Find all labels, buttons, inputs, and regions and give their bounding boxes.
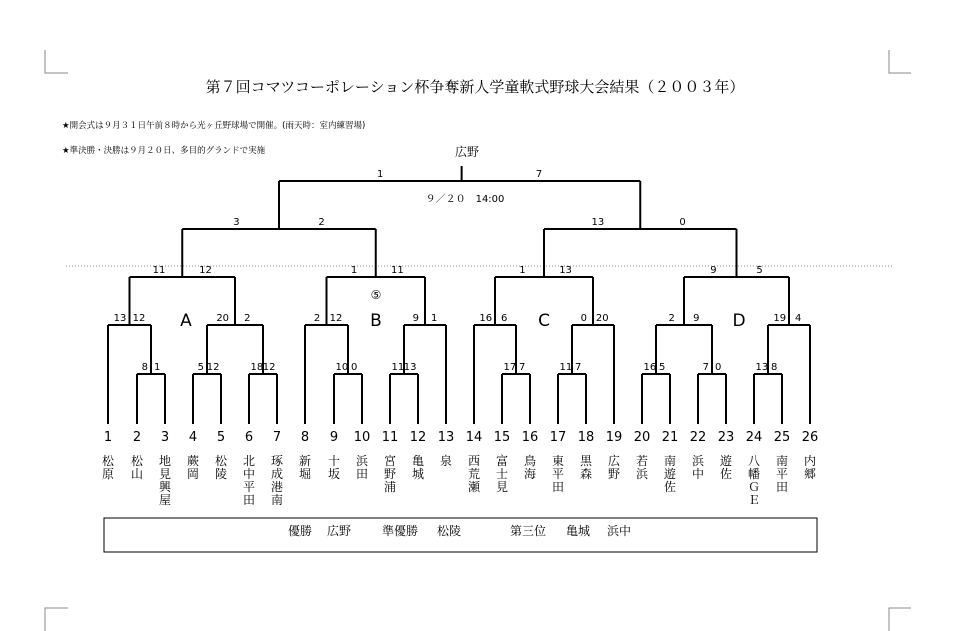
- team-name-char: 南: [775, 454, 789, 468]
- team-number: 7: [272, 430, 282, 445]
- team-name-char: 平: [242, 480, 256, 494]
- team-name-char: 鳥: [523, 454, 537, 468]
- crop-mark-3: [45, 608, 68, 631]
- note-semifinal: ★準決勝・決勝は９月２０日、多目的グランドで実施: [62, 146, 266, 156]
- team-name-char: 山: [130, 467, 144, 481]
- round2-score-left: 16: [479, 313, 493, 324]
- team-name-char: 泉: [439, 454, 453, 468]
- team-number: 17: [549, 430, 567, 445]
- round2-score-left: 0: [580, 313, 587, 324]
- round2-score-right: 9: [693, 313, 700, 324]
- round4-score-left: 13: [591, 217, 605, 228]
- winner-label: 優勝: [288, 524, 313, 538]
- round1-score-right: 1: [153, 362, 161, 373]
- round2-score-left: 19: [773, 313, 787, 324]
- team-name-char: 浜: [355, 454, 369, 468]
- round1-score-left: 8: [141, 362, 149, 373]
- team-number: 21: [661, 430, 679, 445]
- round1-score-right: 0: [714, 362, 722, 373]
- team-number: 18: [577, 430, 595, 445]
- team-name-char: 田: [551, 480, 565, 494]
- round3-score-right: 5: [756, 265, 763, 276]
- round1-score-right: 12: [206, 362, 220, 373]
- final-score-left: 1: [376, 169, 384, 180]
- third-name-1: 亀城: [566, 524, 591, 538]
- round4-score-left: 3: [233, 217, 240, 228]
- crop-mark-2: [889, 50, 911, 73]
- team-number: 2: [132, 430, 142, 445]
- team-name-char: 南: [663, 454, 677, 468]
- team-name-char: 平: [775, 467, 789, 481]
- team-name-char: 西: [467, 454, 481, 468]
- round1-score-right: 13: [403, 362, 417, 373]
- team-name-char: 野: [383, 467, 397, 481]
- team-number: 4: [188, 430, 198, 445]
- round3-score-left: 1: [350, 265, 358, 276]
- runner-up-label: 準優勝: [382, 524, 419, 538]
- team-name-char: 東: [551, 454, 565, 468]
- round2-score-right: 4: [795, 313, 802, 324]
- team-number: 3: [160, 430, 170, 445]
- team-number: 15: [493, 430, 511, 445]
- team-name-char: 中: [242, 467, 256, 481]
- champion-label: 広野: [454, 145, 480, 159]
- team-number: 20: [633, 430, 651, 445]
- team-name-char: 屋: [158, 493, 172, 507]
- team-name-char: 堀: [298, 467, 312, 481]
- team-name-char: 黒: [579, 454, 593, 468]
- team-name-char: 佐: [663, 480, 677, 494]
- round3-score-left: 11: [152, 265, 166, 276]
- round4-score-right: 0: [679, 217, 686, 228]
- round1-score-right: 5: [658, 362, 666, 373]
- team-name-char: 若: [635, 454, 649, 468]
- round2-score-right: 12: [329, 313, 343, 324]
- round2-score-right: 20: [595, 313, 609, 324]
- block-label-b: B: [370, 311, 382, 331]
- round2-score-right: 2: [244, 313, 251, 324]
- round3-score-right: 11: [391, 265, 404, 276]
- team-name-char: 田: [242, 493, 256, 507]
- team-name-char: Ｅ: [747, 493, 761, 507]
- team-number: 14: [465, 430, 483, 445]
- team-name-char: 瀬: [467, 480, 481, 494]
- team-name-char: 遊: [663, 467, 677, 481]
- round1-score-right: 7: [574, 362, 582, 373]
- team-name-char: 内: [803, 454, 817, 468]
- team-number: 11: [381, 430, 399, 445]
- round1-score-right: 7: [518, 362, 526, 373]
- team-name-char: 興: [158, 480, 172, 494]
- third-name-2: 浜中: [607, 524, 632, 538]
- round1-score-right: 0: [350, 362, 358, 373]
- round2-score-left: 2: [313, 313, 321, 324]
- round3-score-right: 12: [199, 265, 212, 276]
- round1-score-left: 16: [643, 362, 657, 373]
- team-name-char: 蕨: [186, 454, 200, 468]
- circle-mark: ⑤: [370, 288, 382, 302]
- team-name-char: 南: [270, 493, 284, 507]
- round1-score-left: 18: [250, 362, 264, 373]
- round1-score-left: 13: [755, 362, 769, 373]
- round4-score-right: 2: [318, 217, 325, 228]
- team-name-char: 十: [327, 454, 341, 468]
- third-label: 第三位: [510, 524, 547, 538]
- note-opening: ★開会式は９月３１日午前８時から光ヶ丘野球場で開催。(雨天時：室内練習場): [62, 121, 366, 131]
- team-name-char: 坂: [327, 467, 341, 481]
- team-number: 22: [689, 430, 707, 445]
- winner-name: 広野: [327, 524, 352, 538]
- round1-score-left: 7: [702, 362, 710, 373]
- team-name-char: 幡: [747, 467, 761, 481]
- team-name-char: 見: [495, 480, 509, 494]
- round1-score-left: 17: [503, 362, 517, 373]
- team-name-char: 新: [298, 454, 312, 468]
- round1-score-left: 10: [335, 362, 349, 373]
- team-number: 13: [437, 430, 455, 445]
- round2-score-left: 13: [113, 313, 127, 324]
- team-name-char: 松: [101, 454, 115, 468]
- block-label-c: C: [538, 311, 550, 331]
- round1-score-right: 12: [262, 362, 276, 373]
- team-name-char: 成: [270, 467, 284, 481]
- team-name-char: 広: [607, 454, 621, 468]
- round2-score-left: 9: [412, 313, 419, 324]
- team-name-char: 北: [242, 454, 256, 468]
- team-number: 8: [300, 430, 310, 445]
- round2-score-right: 6: [501, 313, 508, 324]
- team-name-char: 佐: [719, 467, 733, 481]
- team-name-char: 岡: [186, 467, 200, 481]
- round2-score-right: 1: [431, 313, 438, 324]
- team-number: 6: [244, 430, 254, 445]
- round1-score-right: 8: [770, 362, 778, 373]
- team-name-char: 宮: [383, 454, 397, 468]
- team-name-char: 松: [214, 454, 228, 468]
- page-title: 第７回コマツコーポレーション杯争奪新人学童軟式野球大会結果（２００３年）: [205, 78, 745, 96]
- team-name-char: 亀: [411, 454, 425, 468]
- team-name-char: 浜: [691, 454, 705, 468]
- crop-marks: [45, 50, 911, 631]
- round2-score-left: 2: [668, 313, 675, 324]
- final-score-right: 7: [535, 169, 543, 180]
- team-number: 12: [409, 430, 427, 445]
- team-name-char: 森: [579, 467, 593, 481]
- team-name-char: 城: [411, 467, 425, 481]
- team-name-char: 田: [775, 480, 789, 494]
- team-name-char: 八: [747, 454, 761, 468]
- team-name-char: 港: [270, 480, 284, 494]
- team-number: 23: [717, 430, 735, 445]
- team-name-char: 富: [495, 454, 509, 468]
- team-name-char: 地: [158, 454, 172, 468]
- round2-score-left: 20: [216, 313, 230, 324]
- team-name-char: 見: [158, 467, 172, 481]
- team-name-char: 原: [101, 467, 115, 481]
- team-number: 25: [773, 430, 791, 445]
- round2-score-right: 12: [132, 313, 146, 324]
- team-name-char: 陵: [214, 467, 228, 481]
- round3-score-left: 9: [710, 265, 717, 276]
- team-name-char: 郷: [803, 467, 817, 481]
- team-name-char: 浦: [383, 480, 397, 494]
- team-name-char: 田: [355, 467, 369, 481]
- team-number: 16: [521, 430, 539, 445]
- round1-score-left: 11: [559, 362, 573, 373]
- team-number: 24: [745, 430, 763, 445]
- team-name-char: 海: [523, 467, 537, 481]
- team-name-char: 遊: [719, 454, 733, 468]
- team-name-char: 中: [691, 467, 705, 481]
- block-label-d: D: [732, 311, 746, 331]
- team-name-char: 平: [551, 467, 565, 481]
- block-label-a: A: [180, 311, 192, 331]
- team-name-char: Ｇ: [747, 480, 761, 494]
- round3-score-right: 13: [559, 265, 572, 276]
- round1-score-left: 11: [391, 362, 405, 373]
- team-name-char: 荒: [467, 467, 481, 481]
- team-number: 26: [801, 430, 819, 445]
- team-name-char: 浜: [635, 467, 649, 481]
- team-name-char: 琢: [270, 454, 284, 468]
- final-info: ９／２０ 14:00: [425, 194, 505, 205]
- team-number: 9: [329, 430, 339, 445]
- crop-mark-1: [45, 50, 68, 73]
- round3-score-left: 1: [519, 265, 526, 276]
- team-number: 5: [216, 430, 226, 445]
- crop-mark-4: [889, 608, 911, 631]
- team-name-char: 士: [495, 467, 509, 481]
- team-list: [102, 430, 818, 507]
- team-number: 19: [605, 430, 623, 445]
- runner-up-name: 松陵: [437, 524, 462, 538]
- round1-score-left: 5: [197, 362, 205, 373]
- team-number: 1: [103, 430, 113, 445]
- team-name-char: 野: [607, 467, 621, 481]
- team-number: 10: [353, 430, 371, 445]
- team-name-char: 松: [130, 454, 144, 468]
